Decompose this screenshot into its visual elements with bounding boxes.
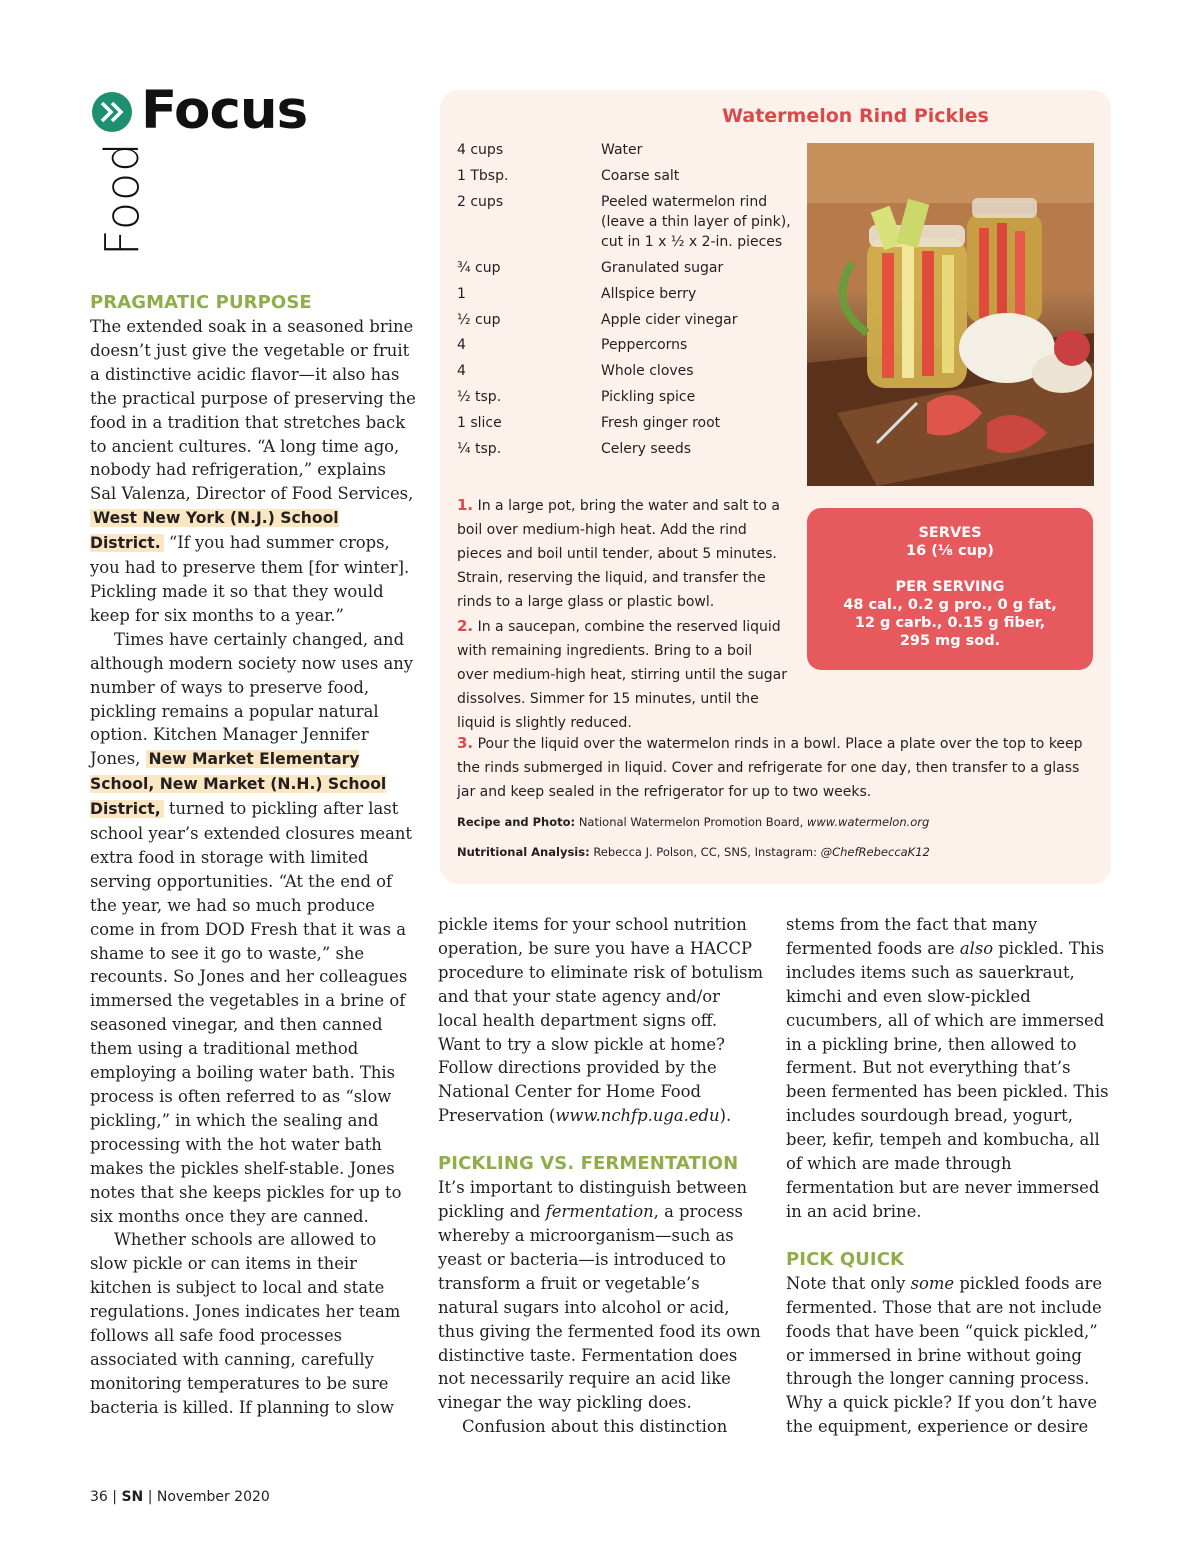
ingredient-item: Celery seeds bbox=[601, 441, 692, 457]
logo-chevron-icon bbox=[92, 92, 132, 132]
recipe-step: 1. In a large pot, bring the water and salt to a boil over medium-high heat. Add the rind pieces and boil until tender, about 5 minutes. Strain, reserving the liquid, and transfer the rinds to a large glass or plastic bowl. bbox=[457, 496, 780, 610]
nutrition-line: 48 cal., 0.2 g pro., 0 g fat, bbox=[843, 597, 1057, 613]
ingredient-item: Granulated sugar bbox=[601, 260, 724, 276]
ingredient-item: Fresh ginger root bbox=[601, 415, 721, 431]
recipe-photo bbox=[807, 143, 1094, 486]
serves-nutrition-box bbox=[807, 508, 1093, 670]
ingredient-amount: 4 bbox=[457, 363, 466, 379]
ingredient-amount: ¾ cup bbox=[457, 260, 501, 276]
ingredient-amount: 1 Tbsp. bbox=[457, 168, 509, 184]
nutrition-line: 12 g carb., 0.15 g fiber, bbox=[854, 615, 1046, 631]
ingredient-item: Peeled watermelon rind (leave a thin layer of pink), cut in 1 x ½ x 2-in. pieces bbox=[601, 194, 791, 250]
ingredient-item: Whole cloves bbox=[601, 363, 694, 379]
page-number: 36 bbox=[90, 1489, 108, 1505]
issue-date: November 2020 bbox=[156, 1489, 270, 1505]
subhead-pragmatic-purpose: PRAGMATIC PURPOSE bbox=[90, 292, 312, 313]
section-title-food: Food bbox=[95, 141, 149, 256]
paragraph: stems from the fact that many fermented foods are also pickled. This includes items such as sauerkraut, kimchi and even slow-pickled cucumbers, all of which are immersed in a pickling brine, then allowed to ferment. But not everything that’s been fermented has been pickled. This includes sourdough bread, yogurt, beer, kefir, tempeh and kombucha, all of which are made through fermentation but are never immersed in an acid brine. bbox=[786, 915, 1109, 1221]
recipe-title: Watermelon Rind Pickles bbox=[722, 105, 989, 127]
paragraph: Note that only some pickled foods are fermented. Those that are not include foods that have been “quick pickled,” or immersed in brine without going through the longer canning process. Why a quick pickle? If you don’t have the equipment, experience or desire bbox=[786, 1273, 1103, 1437]
paragraph: Confusion about this distinction bbox=[462, 1417, 728, 1437]
ingredient-amount: 1 bbox=[457, 286, 466, 302]
ingredient-amount: ½ tsp. bbox=[457, 389, 502, 405]
recipe-step: 3. Pour the liquid over the watermelon rinds in a bowl. Place a plate over the top to keep the rinds submerged in liquid. Cover and refrigerate for one day, then transfer to a glass jar and keep sealed in the refrigerator for up to two weeks. bbox=[457, 734, 1083, 800]
ingredient-item: Apple cider vinegar bbox=[601, 312, 738, 328]
ingredient-amount: 4 cups bbox=[457, 142, 504, 158]
article-column-3 bbox=[786, 913, 1112, 1439]
instagram-handle: @ChefRebeccaK12 bbox=[820, 845, 930, 859]
ingredient-item: Water bbox=[601, 142, 643, 158]
ingredient-amount: ¼ tsp. bbox=[457, 441, 502, 457]
ingredient-item: Pickling spice bbox=[601, 389, 696, 405]
subhead-pick-quick: PICK QUICK bbox=[786, 1248, 905, 1270]
ingredient-item: Peppercorns bbox=[601, 337, 688, 353]
ingredient-amount: 4 bbox=[457, 337, 466, 353]
per-serving-label: PER SERVING bbox=[895, 579, 1005, 595]
article-column-2 bbox=[438, 913, 764, 1439]
serves-label: SERVES bbox=[918, 525, 982, 541]
nutrition-credit: Nutritional Analysis: Rebecca J. Polson, CC, SNS, Instagram: @ChefRebeccaK12 bbox=[457, 845, 930, 859]
recipe-credit: Recipe and Photo: National Watermelon Promotion Board, www.watermelon.org bbox=[457, 815, 930, 829]
recipe-box bbox=[440, 90, 1111, 884]
paragraph: Times have certainly changed, and although modern society now uses any number of ways to preserve food, pickling remains a popular natural option. Kitchen Manager Jennifer Jones, New Market Elementary School, New Market (N.H.) School District, turned to pickling after last school year’s extended closures meant extra food in storage with limited serving opportunities. “At the end of the year, we had so much produce come in from DOD Fresh that it was a shame to see it go to waste,” she recounts. So Jones and her colleagues immersed the vegetables in a brine of seasoned vinegar, and then canned them using a traditional method employing a boiling water bath. This process is often referred to as “slow pickling,” in which the sealing and processing with the hot water bath makes the pickles shelf-stable. Jones notes that she keeps pickles for up to six months once they are canned. bbox=[90, 629, 414, 1226]
paragraph: It’s important to distinguish between pickling and fermentation, a process whereby a microorganism—such as yeast or bacteria—is introduced to transform a fruit or vegetable’s natural sugars into alcohol or acid, thus giving the fermented food its own distinctive taste. Fermentation does not necessarily require an acid like vinegar the way pickling does. bbox=[438, 1178, 761, 1413]
ingredient-amount: 2 cups bbox=[457, 194, 504, 210]
paragraph: Whether schools are allowed to slow pickle or can items in their kitchen is subject to local and state regulations. Jones indicates her team follows all safe food processes associated with canning, carefully monitoring temperatures to be sure bacteria is killed. If planning to slow bbox=[90, 1230, 401, 1417]
highlighted-school-district: New Market Elementary School, New Market (N.H.) School District, bbox=[90, 750, 387, 819]
paragraph: pickle items for your school nutrition operation, be sure you have a HACCP procedure to eliminate risk of botulism and that your state agency and/or local health department signs off. Want to try a slow pickle at home? Follow directions provided by the National Center for Home Food Preservation (www.nchfp.uga.edu). bbox=[438, 915, 764, 1126]
nutrition-line: 295 mg sod. bbox=[899, 633, 1001, 649]
article-column-1 bbox=[90, 291, 416, 1420]
ingredient-item: Allspice berry bbox=[601, 286, 697, 302]
section-title-focus: Focus bbox=[141, 80, 308, 141]
recipe-steps bbox=[457, 493, 787, 735]
recipe-step: 2. In a saucepan, combine the reserved liquid with remaining ingredients. Bring to a boil over medium-high heat, stirring until the sugar dissolves. Simmer for 15 minutes, until the liquid is slightly reduced. bbox=[457, 617, 788, 731]
paragraph: The extended soak in a seasoned brine doesn’t just give the vegetable or fruit a distinctive acidic flavor—it also has the practical purpose of preserving the food in a tradition that stretches back to ancient cultures. “A long time ago, nobody had refrigeration,” explains Sal Valenza, Director of Food Services, West New York (N.J.) School District. “If you had summer crops, you had to preserve them [for winter]. Pickling made it so that they would keep for six months to a year.” bbox=[90, 317, 416, 625]
ingredient-item: Coarse salt bbox=[601, 168, 680, 184]
page-footer: 36 | SN | November 2020 bbox=[90, 1489, 270, 1505]
nchfp-link: www.nchfp.uga.edu bbox=[555, 1106, 720, 1126]
credit-link: www.watermelon.org bbox=[806, 815, 930, 829]
magazine-name: SN bbox=[121, 1489, 144, 1505]
serves-value: 16 (⅛ cup) bbox=[906, 543, 994, 559]
highlighted-school-district: West New York (N.J.) School District. bbox=[90, 509, 339, 553]
subhead-pickling-vs-fermentation: PICKLING VS. FERMENTATION bbox=[438, 1153, 739, 1175]
ingredient-amount: 1 slice bbox=[457, 415, 502, 431]
ingredient-amount: ½ cup bbox=[457, 312, 501, 328]
